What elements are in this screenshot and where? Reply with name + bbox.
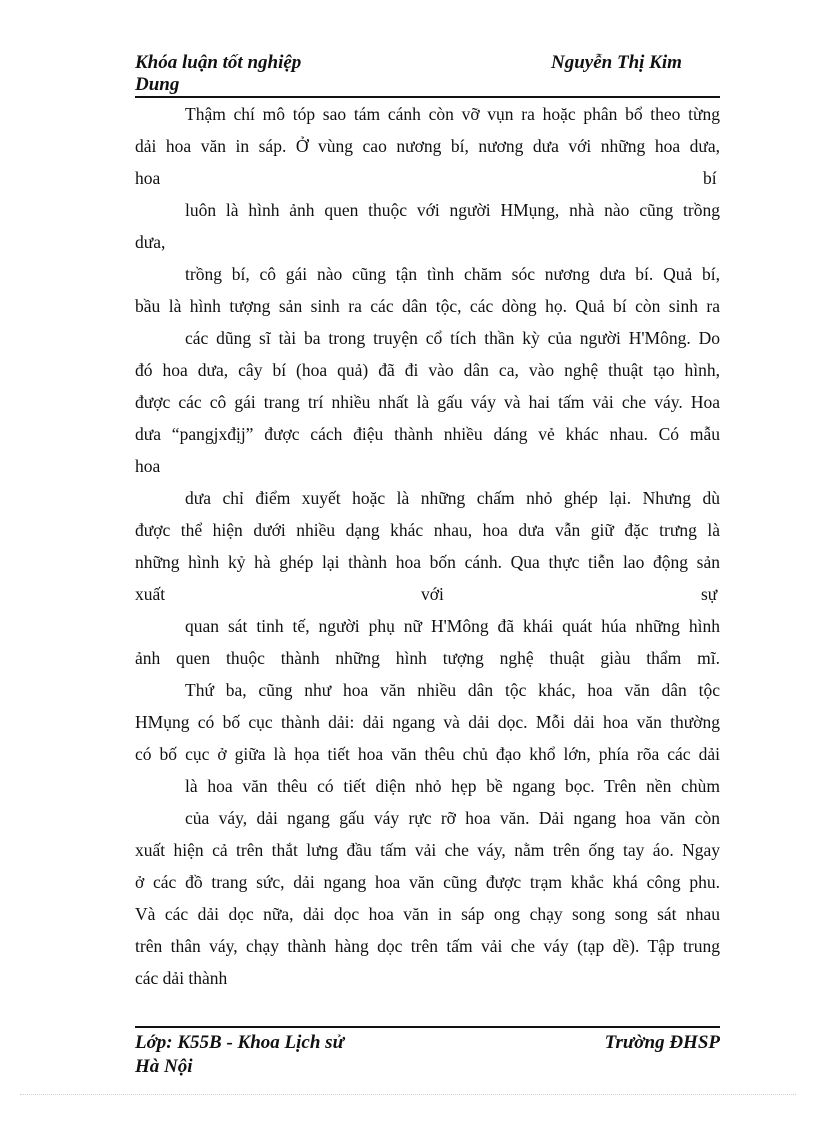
text-line: xuất hiện cả trên thắt lưng đầu tấm vải che váy, nằm trên ống tay áo. Ngay <box>135 840 720 860</box>
text-line: được các cô gái trang trí nhiều nhất là gấu váy và hai tấm vải che váy. Hoa <box>135 392 720 412</box>
text-line: bí <box>703 168 717 188</box>
text-line: Và các dải dọc nữa, dải dọc hoa văn in sáp ong chạy song song sát nhau <box>135 904 720 924</box>
text-line: có bố cục ở giữa là họa tiết hoa văn thêu chủ đạo khổ lớn, phía rõa các dải <box>135 744 720 764</box>
text-line: các dải thành <box>135 968 228 988</box>
text-line: ảnh quen thuộc thành những hình tượng nghệ thuật giàu thẩm mĩ. <box>135 648 720 668</box>
text-line: hoa <box>135 456 161 476</box>
text-line: dải hoa văn in sáp. Ở vùng cao nương bí, nương dưa với những hoa dưa, <box>135 136 720 156</box>
text-line: với <box>421 584 444 604</box>
text-line: các dũng sĩ tài ba trong truyện cổ tích thần kỳ của người H'Mông. Do <box>185 328 720 348</box>
text-line: đó hoa dưa, cây bí (hoa quả) đã đi vào dân ca, vào nghệ thuật tạo hình, <box>135 360 720 380</box>
page-edge-divider <box>20 1094 796 1095</box>
footer-university: Trường ĐHSP <box>604 1032 720 1053</box>
footer-university-cont: Hà Nội <box>135 1056 193 1077</box>
header-author-name: Nguyễn Thị Kim <box>551 52 682 73</box>
text-line: luôn là hình ảnh quen thuộc với người HMụng, nhà nào cũng trồng <box>185 200 720 220</box>
text-line: bầu là hình tượng sản sinh ra các dân tộc, các dòng họ. Quả bí còn sinh ra <box>135 296 720 316</box>
text-line: quan sát tinh tế, người phụ nữ H'Mông đã khái quát húa những hình <box>185 616 720 636</box>
text-line: những hình kỷ hà ghép lại thành hoa bốn cánh. Qua thực tiễn lao động sản <box>135 552 720 572</box>
text-line: xuất <box>135 584 166 604</box>
header-thesis-title: Khóa luận tốt nghiệp <box>135 52 302 73</box>
text-line: Thứ ba, cũng như hoa văn nhiều dân tộc khác, hoa văn dân tộc <box>185 680 720 700</box>
header-author-name-cont: Dung <box>135 74 180 95</box>
text-line: Thậm chí mô tóp sao tám cánh còn vỡ vụn ra hoặc phân bổ theo từng <box>185 104 720 124</box>
text-line: của váy, dải ngang gấu váy rực rỡ hoa văn. Dải ngang hoa văn còn <box>185 808 720 828</box>
text-line: hoa <box>135 168 161 188</box>
text-line: dưa chỉ điểm xuyết hoặc là những chấm nhỏ ghép lại. Nhưng dù <box>185 488 720 508</box>
text-line: là hoa văn thêu có tiết diện nhỏ hẹp bề ngang bọc. Trên nền chùm <box>185 776 720 796</box>
text-line: HMụng có bố cục thành dải: dải ngang và dải dọc. Mỗi dải hoa văn thường <box>135 712 720 732</box>
text-line: trồng bí, cô gái nào cũng tận tình chăm sóc nương dưa bí. Quả bí, <box>185 264 720 284</box>
text-line: trên thân váy, chạy thành hàng dọc trên tấm vải che váy (tạp dề). Tập trung <box>135 936 720 956</box>
page-footer <box>135 1028 720 1080</box>
text-line: sự <box>701 584 718 604</box>
text-line: dưa, <box>135 232 166 252</box>
text-line: ở các đồ trang sức, dải ngang hoa văn cũng được trạm khắc khá công phu. <box>135 872 720 892</box>
text-line: dưa “pangjxđịj” được cách điệu thành nhiều dáng vẻ khác nhau. Có mẫu <box>135 424 720 444</box>
footer-class-info: Lớp: K55B - Khoa Lịch sử <box>135 1032 344 1053</box>
page-header <box>135 48 720 98</box>
text-line: được thể hiện dưới nhiều dạng khác nhau, hoa dưa vẫn giữ đặc trưng là <box>135 520 720 540</box>
